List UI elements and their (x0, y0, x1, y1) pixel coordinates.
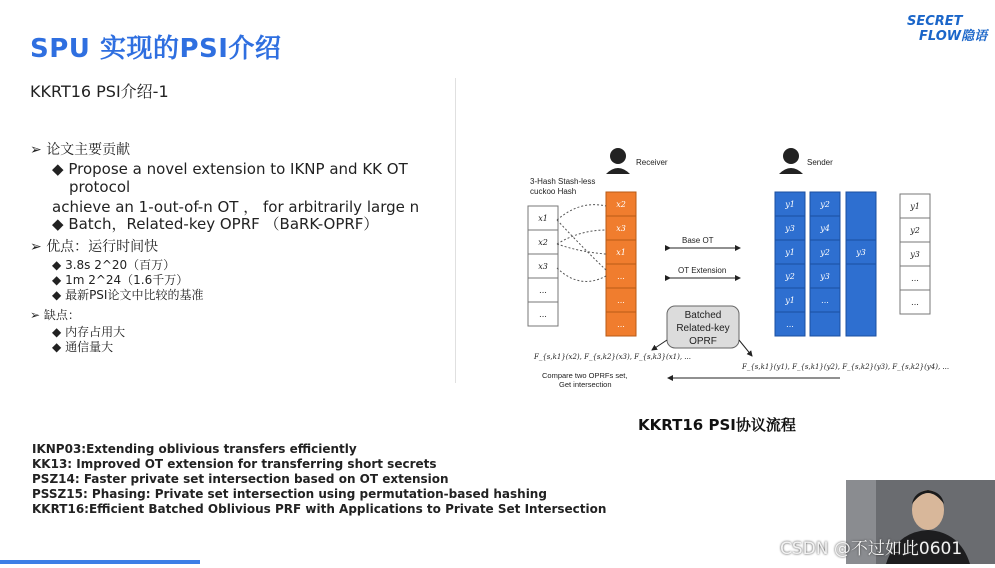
table-cell-label: x3 (616, 224, 626, 233)
table-cell-label: x1 (616, 248, 626, 257)
logo-line-1: SECRET (907, 14, 963, 29)
pros-item-3-text: 最新PSI论文中比较的基准 (65, 288, 204, 302)
diamond-bullet-icon: ◆ (52, 288, 62, 302)
reference-item: IKNP03:Extending oblivious transfers efficiently (32, 442, 357, 456)
contributions-heading-text: 论文主要贡献 (46, 142, 131, 158)
table-cell-label: ... (617, 320, 625, 329)
sender-input-set (900, 194, 930, 314)
diamond-bullet-icon: ◆ (52, 215, 64, 233)
contribution-item-1 (52, 160, 408, 178)
cons-item-1-text: 内存占用大 (65, 325, 126, 339)
hash-mapping-arrows (557, 205, 606, 282)
cons-item-2 (52, 338, 113, 355)
compare-label-1: Compare two OPRFs set, (542, 371, 628, 380)
logo-line-2: FLOW隐语 (919, 29, 988, 44)
receiver-hash-table (606, 192, 636, 336)
diamond-bullet-icon: ◆ (52, 273, 62, 287)
sender-label: Sender (807, 158, 833, 167)
reference-item: KK13: Improved OT extension for transferring short secrets (32, 457, 437, 471)
slide-title: SPU 实现的PSI介绍 (30, 34, 282, 64)
table-cell-label: y2 (785, 272, 795, 281)
compare-label-2: Get intersection (559, 380, 612, 389)
arrow-bullet-icon: ➢ (30, 308, 41, 322)
table-cell-label: y1 (910, 202, 920, 211)
reference-item: PSZ14: Faster private set intersection based on OT extension (32, 472, 449, 486)
ot-extension-label: OT Extension (678, 266, 727, 275)
diamond-bullet-icon: ◆ (52, 325, 62, 339)
sender-person-icon (779, 148, 803, 174)
csdn-watermark: CSDN @不过如此0601 (780, 539, 963, 559)
table-cell-label: y2 (910, 226, 920, 235)
table-cell-label: y3 (785, 224, 795, 233)
contribution-item-1-cont: protocol (69, 178, 131, 196)
contributions-heading (30, 139, 130, 159)
table-cell-label: ... (539, 310, 547, 319)
hash-label-1: 3-Hash Stash-less (530, 177, 596, 186)
contribution-item-2-text: Batch，Related-key OPRF （BaRK-OPRF） (68, 215, 379, 233)
table-cell-label: y2 (820, 248, 830, 257)
sender-hash-column-1 (775, 192, 805, 336)
pros-item-2-text: 1m 2^24（1.6千万） (65, 273, 189, 287)
sender-hash-column-2 (810, 192, 840, 336)
table-cell-label: y2 (820, 200, 830, 209)
sender-hash-column-3 (846, 192, 876, 336)
progress-bar-accent (0, 560, 200, 564)
hash-label-2: cuckoo Hash (530, 187, 577, 196)
receiver-label: Receiver (636, 158, 668, 167)
arrow-bullet-icon: ➢ (30, 142, 42, 158)
table-cell-label: x2 (538, 238, 548, 247)
arrow-bullet-icon: ➢ (30, 239, 42, 255)
table-cell-label: ... (617, 272, 625, 281)
table-cell-label: y1 (785, 200, 795, 209)
sender-oprf-values: F_{s,k1}(y1), F_{s,k1}(y2), F_{s,k2}(y3), F_{s,k2}(y4), ... (742, 363, 950, 371)
table-cell-label: ... (911, 298, 919, 307)
pros-item-3 (52, 286, 203, 303)
base-ot-label: Base OT (682, 236, 714, 245)
diagram-caption: KKRT16 PSI协议流程 (638, 416, 796, 434)
contribution-item-1-text: Propose a novel extension to IKNP and KK OT (68, 160, 408, 178)
secretflow-logo (903, 14, 989, 44)
table-cell-label: y3 (820, 272, 830, 281)
table-cell-label: ... (821, 296, 829, 305)
table-cell-label: y4 (820, 224, 830, 233)
table-cell-filler (846, 264, 876, 336)
receiver-input-set (528, 206, 558, 326)
pros-heading-text: 优点：运行时间快 (46, 239, 159, 255)
contribution-item-2 (52, 213, 378, 234)
diamond-bullet-icon: ◆ (52, 160, 64, 178)
table-cell-label: y3 (910, 250, 920, 259)
table-cell-label: y1 (785, 296, 795, 305)
table-cell-label: x3 (538, 262, 548, 271)
cons-heading-text: 缺点： (43, 308, 80, 322)
oprf-to-receiver-arrow (652, 340, 667, 350)
table-cell-label: y3 (856, 248, 866, 257)
pros-heading (30, 236, 158, 256)
cons-item-2-text: 通信量大 (65, 340, 114, 354)
contribution-item-1-cont2: achieve an 1-out-of-n OT ， for arbitrarily large n (52, 198, 420, 216)
oprf-to-sender-arrow (739, 340, 752, 356)
table-cell-filler (846, 192, 876, 240)
reference-item: KKRT16:Efficient Batched Oblivious PRF with Applications to Private Set Intersection (32, 502, 607, 516)
table-cell-filler (810, 312, 840, 336)
table-cell-label: ... (911, 274, 919, 283)
diamond-bullet-icon: ◆ (52, 258, 62, 272)
diamond-bullet-icon: ◆ (52, 340, 62, 354)
oprf-label-2: Related-key (676, 323, 730, 334)
table-cell-label: ... (539, 286, 547, 295)
table-cell-label: x2 (616, 200, 626, 209)
reference-item: PSSZ15: Phasing: Private set intersection using permutation-based hashing (32, 487, 547, 501)
receiver-person-icon (606, 148, 630, 174)
pros-item-1-text: 3.8s 2^20（百万） (65, 258, 176, 272)
table-cell-label: y1 (785, 248, 795, 257)
oprf-label-3: OPRF (689, 336, 717, 347)
oprf-label-1: Batched (684, 310, 722, 321)
table-cell-label: x1 (538, 214, 548, 223)
table-cell-label: ... (617, 296, 625, 305)
kkrt16-protocol-diagram (460, 140, 950, 400)
receiver-oprf-values: F_{s,k1}(x2), F_{s,k2}(x3), F_{s,k3}(x1), ... (534, 353, 691, 361)
cons-heading (30, 306, 80, 323)
vertical-divider (455, 78, 456, 383)
table-cell-label: ... (786, 320, 794, 329)
slide-subtitle: KKRT16 PSI介绍-1 (30, 82, 169, 101)
